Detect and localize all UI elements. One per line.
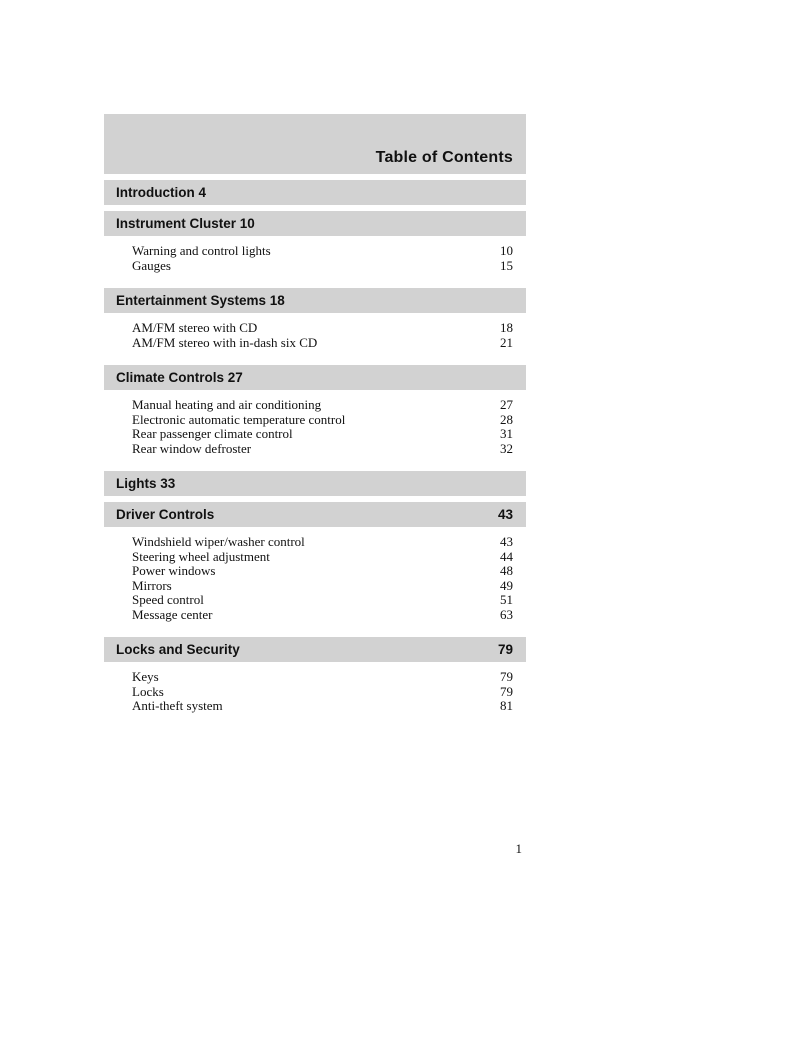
toc-entry — [132, 259, 513, 274]
entry-page: 79 — [500, 683, 513, 699]
entry-page: 10 — [500, 243, 513, 258]
entry-page: 32 — [500, 440, 513, 456]
section-entries-climate-controls — [104, 390, 526, 465]
section-label: Lights 33 — [116, 476, 176, 491]
toc-entry — [132, 413, 513, 428]
section-page: 79 — [497, 642, 513, 657]
entry-page: 48 — [500, 563, 513, 578]
entry-page: 44 — [500, 548, 513, 564]
toc-entry — [132, 550, 513, 565]
toc-entry — [132, 427, 513, 442]
toc-title-bar — [104, 114, 526, 174]
section-page: 43 — [497, 507, 513, 522]
entry-page: 27 — [500, 397, 513, 412]
entry-page: 79 — [500, 669, 513, 684]
entry-label: Locks — [132, 683, 164, 699]
entry-label: AM/FM stereo with CD — [132, 320, 258, 335]
entry-label: Steering wheel adjustment — [132, 548, 270, 564]
entry-label: Manual heating and air conditioning — [132, 397, 322, 412]
toc-entry — [132, 699, 513, 714]
entry-page: 15 — [500, 257, 513, 273]
toc-entry — [132, 564, 513, 579]
entry-page: 49 — [500, 577, 513, 593]
toc-entry — [132, 321, 513, 336]
section-header-introduction — [104, 180, 526, 205]
section-label: Instrument Cluster 10 — [116, 216, 255, 231]
entry-page: 43 — [500, 534, 513, 549]
entry-label: Message center — [132, 606, 213, 622]
entry-page: 51 — [500, 592, 513, 607]
section-entries-locks-and-security — [104, 662, 526, 723]
entry-page: 31 — [500, 426, 513, 441]
toc-entry — [132, 685, 513, 700]
section-header-climate-controls — [104, 365, 526, 390]
entry-label: Warning and control lights — [132, 243, 271, 258]
section-entries-entertainment-systems — [104, 313, 526, 359]
entry-label: Windshield wiper/washer control — [132, 534, 305, 549]
entry-label: Electronic automatic temperature control — [132, 411, 346, 427]
section-label: Driver Controls — [116, 507, 215, 522]
entry-page: 81 — [500, 698, 513, 713]
section-label: Locks and Security — [116, 642, 240, 657]
section-header-instrument-cluster — [104, 211, 526, 236]
section-entries-instrument-cluster — [104, 236, 526, 282]
section-label: Introduction 4 — [116, 185, 206, 200]
entry-label: Gauges — [132, 257, 171, 273]
section-header-locks-and-security — [104, 637, 526, 662]
toc-entry — [132, 535, 513, 550]
entry-label: AM/FM stereo with in-dash six CD — [132, 334, 318, 350]
entry-label: Rear passenger climate control — [132, 426, 293, 441]
page-number: 1 — [515, 840, 522, 856]
section-entries-driver-controls — [104, 527, 526, 631]
entry-label: Rear window defroster — [132, 440, 252, 456]
toc-entry — [132, 336, 513, 351]
entry-page: 63 — [500, 606, 513, 622]
section-label: Climate Controls 27 — [116, 370, 243, 385]
section-label: Entertainment Systems 18 — [116, 293, 285, 308]
entry-label: Anti-theft system — [132, 698, 223, 713]
section-header-driver-controls — [104, 502, 526, 527]
entry-page: 21 — [500, 334, 513, 350]
entry-label: Power windows — [132, 563, 216, 578]
table-of-contents — [104, 114, 526, 857]
toc-entry — [132, 593, 513, 608]
toc-entry — [132, 398, 513, 413]
entry-label: Keys — [132, 669, 159, 684]
entry-page: 28 — [500, 411, 513, 427]
entry-page: 18 — [500, 320, 513, 335]
toc-entry — [132, 579, 513, 594]
toc-entry — [132, 244, 513, 259]
page-title: Table of Contents — [375, 149, 513, 166]
entry-label: Speed control — [132, 592, 204, 607]
toc-entry — [132, 670, 513, 685]
entry-label: Mirrors — [132, 577, 172, 593]
section-header-entertainment-systems — [104, 288, 526, 313]
toc-entry — [132, 608, 513, 623]
section-header-lights — [104, 471, 526, 496]
toc-entry — [132, 442, 513, 457]
